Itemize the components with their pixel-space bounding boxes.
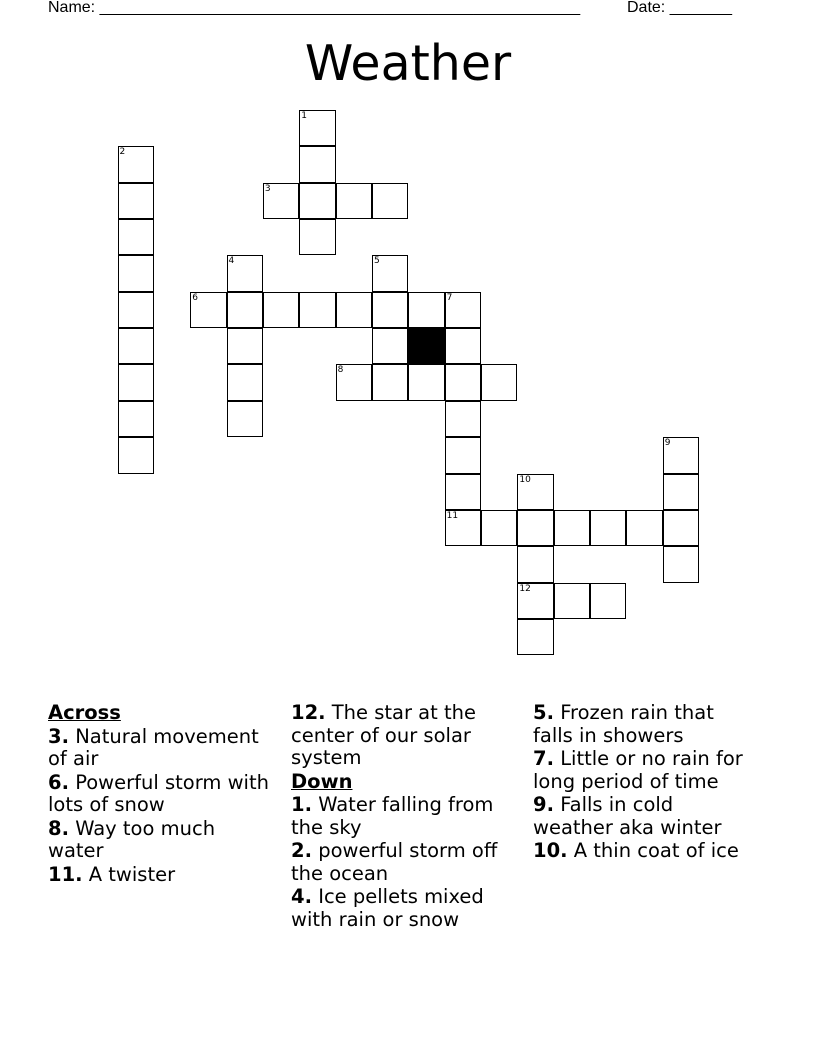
clue-number: 9. <box>533 793 554 816</box>
grid-cell[interactable] <box>118 401 154 437</box>
grid-cell[interactable] <box>445 437 481 473</box>
cell-number: 7 <box>446 292 453 303</box>
clue-text: A twister <box>88 862 176 886</box>
clue-text: Ice pellets mixed with rain or snow <box>291 885 484 931</box>
down-clue-list-cont <box>533 702 759 863</box>
grid-cell[interactable] <box>336 364 372 400</box>
grid-cell[interactable] <box>663 510 699 546</box>
clue-text: A thin coat of ice <box>573 839 739 862</box>
clue-number: 2. <box>291 839 312 862</box>
grid-cell[interactable] <box>372 364 408 400</box>
grid-cell[interactable] <box>299 183 335 219</box>
grid-cell[interactable] <box>227 364 263 400</box>
grid-cell[interactable] <box>517 474 553 510</box>
cell-number: 8 <box>337 365 344 376</box>
grid-cell[interactable] <box>517 583 553 619</box>
clue-item <box>291 886 517 931</box>
clue-text: Powerful storm with lots of snow <box>48 770 269 816</box>
cell-number: 1 <box>301 111 307 121</box>
clue-item <box>533 702 759 747</box>
grid-cell[interactable] <box>118 146 154 182</box>
grid-cell[interactable] <box>299 146 335 182</box>
grid-cell[interactable] <box>481 364 517 400</box>
clue-text: Natural movement of air <box>48 724 259 770</box>
grid-cell[interactable] <box>445 328 481 364</box>
grid-cell[interactable] <box>227 292 263 328</box>
clue-number: 11. <box>48 862 83 886</box>
clue-number: 5. <box>533 701 554 724</box>
clue-text: powerful storm off the ocean <box>291 839 498 885</box>
cell-number: 2 <box>119 147 126 158</box>
clue-item <box>533 748 759 793</box>
cell-number: 12 <box>519 583 531 594</box>
cell-number: 4 <box>228 256 235 267</box>
cell-number: 9 <box>664 438 671 449</box>
grid-cell[interactable] <box>118 364 154 400</box>
grid-cell[interactable] <box>299 110 335 146</box>
clue-column-2 <box>291 702 517 932</box>
grid-cell[interactable] <box>445 364 481 400</box>
clue-item <box>291 840 517 885</box>
clue-item <box>48 818 274 863</box>
clue-number: 1. <box>291 793 312 816</box>
grid-cell[interactable] <box>517 510 553 546</box>
name-label: Name: <box>48 0 96 16</box>
date-label: Date: <box>627 0 666 16</box>
grid-cell[interactable] <box>118 219 154 255</box>
clue-item <box>48 726 274 771</box>
clue-item <box>48 772 274 817</box>
grid-cell[interactable] <box>263 292 299 328</box>
date-blank[interactable]: _______ <box>669 0 732 16</box>
grid-cell[interactable] <box>118 328 154 364</box>
clue-item <box>291 702 517 770</box>
clue-text: Frozen rain that falls in showers <box>533 701 714 747</box>
clue-text: The star at the center of our solar system <box>291 701 476 769</box>
page-title: Weather <box>304 35 512 92</box>
down-heading: Down <box>291 769 353 793</box>
grid-cell[interactable] <box>336 183 372 219</box>
grid-cell[interactable] <box>372 255 408 291</box>
grid-cell[interactable] <box>372 183 408 219</box>
grid-cell[interactable] <box>590 510 626 546</box>
clue-text: Falls in cold weather aka winter <box>533 793 722 839</box>
grid-block <box>408 328 444 364</box>
grid-cell[interactable] <box>408 292 444 328</box>
cell-number: 10 <box>519 474 531 485</box>
clue-number: 6. <box>48 770 69 794</box>
grid-cell[interactable] <box>263 183 299 219</box>
grid-cell[interactable] <box>445 510 481 546</box>
grid-cell[interactable] <box>372 292 408 328</box>
grid-cell[interactable] <box>299 219 335 255</box>
name-blank[interactable]: ______________________________________________________ <box>99 0 581 16</box>
grid-cell[interactable] <box>663 437 699 473</box>
grid-cell[interactable] <box>336 292 372 328</box>
clue-text: Water falling from the sky <box>291 793 494 839</box>
grid-cell[interactable] <box>445 401 481 437</box>
grid-cell[interactable] <box>663 546 699 582</box>
across-heading: Across <box>48 701 121 724</box>
grid-cell[interactable] <box>517 619 553 655</box>
grid-cell[interactable] <box>190 292 226 328</box>
cell-number: 3 <box>264 183 271 194</box>
grid-cell[interactable] <box>118 437 154 473</box>
grid-cell[interactable] <box>118 183 154 219</box>
clue-item <box>48 864 274 887</box>
cell-number: 6 <box>192 292 198 303</box>
grid-cell[interactable] <box>118 255 154 291</box>
clue-item <box>533 794 759 839</box>
clue-number: 8. <box>48 816 69 840</box>
grid-cell[interactable] <box>663 474 699 510</box>
grid-cell[interactable] <box>372 328 408 364</box>
down-clue-list <box>291 794 517 931</box>
grid-cell[interactable] <box>227 401 263 437</box>
clue-item <box>291 794 517 839</box>
grid-cell[interactable] <box>227 255 263 291</box>
grid-cell[interactable] <box>118 292 154 328</box>
grid-cell[interactable] <box>554 583 590 619</box>
grid-cell[interactable] <box>517 546 553 582</box>
grid-cell[interactable] <box>408 364 444 400</box>
clue-item <box>533 840 759 863</box>
grid-cell[interactable] <box>481 510 517 546</box>
clue-column-1 <box>48 702 274 887</box>
cell-number: 5 <box>373 256 380 267</box>
clue-number: 7. <box>533 747 554 770</box>
clue-number: 4. <box>291 885 312 908</box>
clue-number: 12. <box>291 701 326 724</box>
grid-cell[interactable] <box>626 510 662 546</box>
cell-number: 11 <box>446 510 459 521</box>
clue-column-3 <box>533 702 759 864</box>
grid-cell[interactable] <box>590 583 626 619</box>
grid-cell[interactable] <box>554 510 590 546</box>
grid-cell[interactable] <box>445 292 481 328</box>
grid-cell[interactable] <box>227 328 263 364</box>
across-clue-list-cont <box>291 702 517 770</box>
clue-text: Way too much water <box>48 816 216 862</box>
across-clue-list <box>48 726 274 887</box>
clue-number: 3. <box>48 724 69 748</box>
clue-text: Little or no rain for long period of time <box>533 747 743 793</box>
grid-cell[interactable] <box>299 292 335 328</box>
clue-number: 10. <box>533 839 568 862</box>
grid-cell[interactable] <box>445 474 481 510</box>
